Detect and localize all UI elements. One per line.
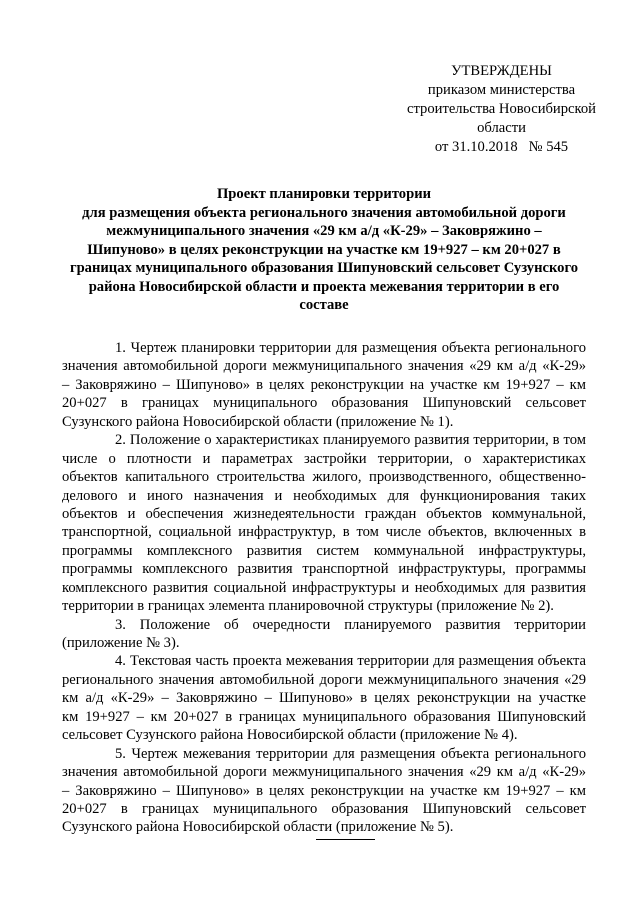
paragraph-line: км 19+927 – км 20+027 в границах муниципального образования Шипуновский xyxy=(62,708,586,725)
paragraph-5 xyxy=(62,745,586,837)
title-line: межмуниципального значения «29 км а/д «К-29» – Заковряжино – xyxy=(106,223,542,239)
paragraph-4 xyxy=(62,652,586,744)
footer-divider xyxy=(316,839,375,840)
paragraph-line: программы комплексного развития транспортной инфраструктуры, программы xyxy=(62,561,586,578)
paragraph-line: значения автомобильной дороги межмуниципального значения «29 км а/д «К-29» xyxy=(62,358,586,375)
paragraph-2 xyxy=(62,431,586,615)
title-line: для размещения объекта регионального значения автомобильной дороги xyxy=(82,204,566,221)
paragraph-line: территории в границах элемента планировочной структуры (приложение № 2). xyxy=(62,598,554,615)
paragraph-line: Сузунского района Новосибирской области (приложение № 1). xyxy=(62,413,454,430)
approval-line: строительства Новосибирской xyxy=(407,101,596,117)
paragraph-line: 4. Текстовая часть проекта межевания территории для размещения объекта xyxy=(115,653,586,670)
approval-line: области xyxy=(477,120,526,136)
approval-line: приказом министерства xyxy=(427,82,576,98)
paragraph-line: программы комплексного развития систем коммунальной инфраструктуры, xyxy=(62,542,586,559)
paragraph-line: делового и иного назначения и необходимых для функционирования таких xyxy=(62,487,586,504)
paragraph-line: км а/д «К-29» – Заковряжино – Шипуново» в целях реконструкции на участке xyxy=(62,690,586,707)
paragraph-line: 3. Положение об очередности планируемого развития территории xyxy=(115,616,586,633)
paragraph-line: объектов капитального строительства жилого, производственного, общественно- xyxy=(62,469,586,486)
paragraph-line: значения автомобильной дороги межмуниципального значения «29 км а/д «К-29» xyxy=(62,764,586,781)
paragraph-line: числе о плотности и параметрах застройки территории, о характеристиках xyxy=(62,450,586,467)
paragraph-line: 2. Положение о характеристиках планируемого развития территории, в том xyxy=(115,432,586,449)
paragraph-line: сельсовет Сузунского района Новосибирской области (приложение № 4). xyxy=(62,727,518,744)
paragraph-line: комплексного развития социальной инфраструктуры и необходимых для развития xyxy=(62,579,586,596)
title-line: границах муниципального образования Шипуновский сельсовет Сузунского xyxy=(69,260,579,276)
paragraph-line: транспортной, социальной инфраструктур, в том числе объектов, включенных в xyxy=(62,524,586,541)
paragraph-line: 20+027 в границах муниципального образования Шипуновский сельсовет xyxy=(62,395,586,412)
title-line: района Новосибирской области и проекта межевания территории в его xyxy=(88,278,560,295)
paragraph-line: регионального значения автомобильной дороги межмуниципального значения «29 xyxy=(62,671,586,688)
approval-line: УТВЕРЖДЕНЫ xyxy=(451,63,552,79)
paragraph-line: объектов и обеспечения жизнедеятельности граждан объектов коммунальной, xyxy=(62,505,586,522)
paragraph-line: – Заковряжино – Шипуново» в целях реконструкции на участке км 19+927 – км xyxy=(62,782,586,799)
title-line: Проект планировки территории xyxy=(216,186,432,202)
paragraph-line: (приложение № 3). xyxy=(62,635,180,651)
paragraph-3 xyxy=(62,616,586,653)
paragraph-line: Сузунского района Новосибирской области (приложение № 5). xyxy=(62,819,454,836)
paragraph-line: 20+027 в границах муниципального образования Шипуновский сельсовет xyxy=(62,800,586,817)
title-line: составе xyxy=(299,297,349,313)
paragraph-line: – Заковряжино – Шипуново» в целях реконструкции на участке км 19+927 – км xyxy=(62,376,586,393)
document-body xyxy=(62,339,586,837)
paragraph-1 xyxy=(62,339,586,431)
document-title xyxy=(62,185,586,315)
title-line: Шипуново» в целях реконструкции на участке км 19+927 – км 20+027 в xyxy=(87,241,561,258)
paragraph-line: 5. Чертеж межевания территории для размещения объекта регионального xyxy=(115,745,586,762)
approval-date-number: от 31.10.2018 № 545 xyxy=(434,139,569,155)
paragraph-line: 1. Чертеж планировки территории для размещения объекта регионального xyxy=(115,340,586,356)
approval-block xyxy=(394,62,609,157)
